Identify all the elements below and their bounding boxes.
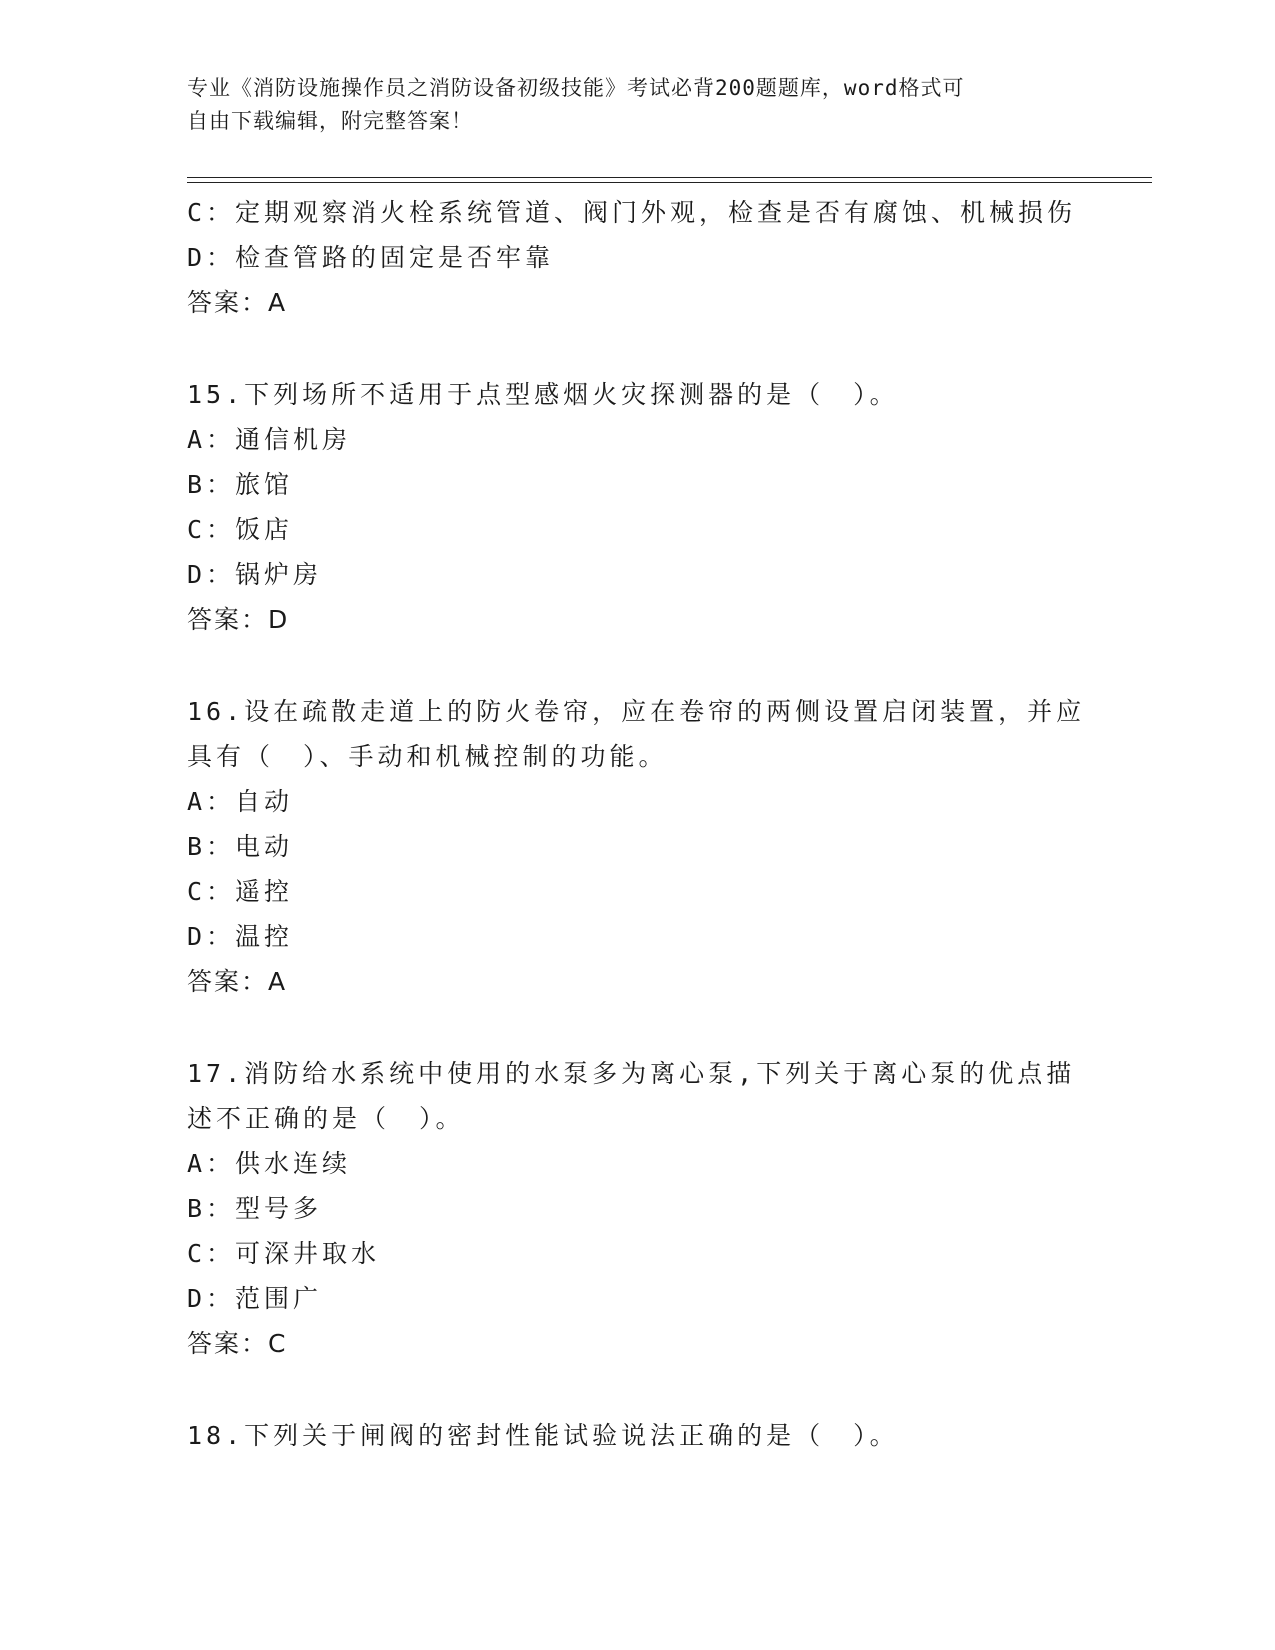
- answer-label: 答案：D: [187, 605, 290, 634]
- question-stem-line-1: 17.消防给水系统中使用的水泵多为离心泵,下列关于离心泵的优点描: [187, 1059, 1076, 1088]
- option-b: B：电动: [187, 832, 294, 861]
- question-stem-line-2: 述不正确的是（ ）。: [187, 1104, 465, 1133]
- question-list: [187, 190, 1087, 1458]
- question-18: [187, 1413, 1087, 1458]
- question-14-tail: [187, 190, 1087, 325]
- option-d: D：范围广: [187, 1284, 323, 1313]
- answer-label: 答案：C: [187, 1329, 288, 1358]
- answer-label: 答案：A: [187, 967, 288, 996]
- question-17: [187, 1051, 1087, 1366]
- answer-label: 答案：A: [187, 288, 288, 317]
- option-b: B：旅馆: [187, 470, 294, 499]
- header-divider-bottom: [187, 182, 1152, 183]
- option-a: A：供水连续: [187, 1149, 352, 1178]
- question-16: [187, 689, 1087, 1004]
- question-stem-line-1: 16.设在疏散走道上的防火卷帘，应在卷帘的两侧设置启闭装置，并应: [187, 697, 1086, 726]
- document-header: [187, 72, 1087, 138]
- header-divider-top: [187, 177, 1152, 178]
- option-c: C：可深井取水: [187, 1239, 381, 1268]
- option-c: C：饭店: [187, 515, 294, 544]
- option-d: D：检查管路的固定是否牢靠: [187, 243, 555, 272]
- option-c: C：定期观察消火栓系统管道、阀门外观，检查是否有腐蚀、机械损伤: [187, 198, 1077, 227]
- option-d: D：温控: [187, 922, 294, 951]
- question-stem: 18.下列关于闸阀的密封性能试验说法正确的是（ ）。: [187, 1421, 899, 1450]
- header-title-line-1: 专业《消防设施操作员之消防设备初级技能》考试必背200题题库，word格式可: [187, 76, 965, 100]
- option-a: A：自动: [187, 787, 294, 816]
- header-title-line-2: 自由下载编辑，附完整答案！: [187, 109, 473, 133]
- option-b: B：型号多: [187, 1194, 323, 1223]
- question-stem-line-2: 具有（ ）、手动和机械控制的功能。: [187, 742, 668, 771]
- question-stem: 15.下列场所不适用于点型感烟火灾探测器的是（ ）。: [187, 380, 899, 409]
- option-d: D：锅炉房: [187, 560, 323, 589]
- question-15: [187, 372, 1087, 642]
- option-a: A：通信机房: [187, 425, 352, 454]
- option-c: C：遥控: [187, 877, 294, 906]
